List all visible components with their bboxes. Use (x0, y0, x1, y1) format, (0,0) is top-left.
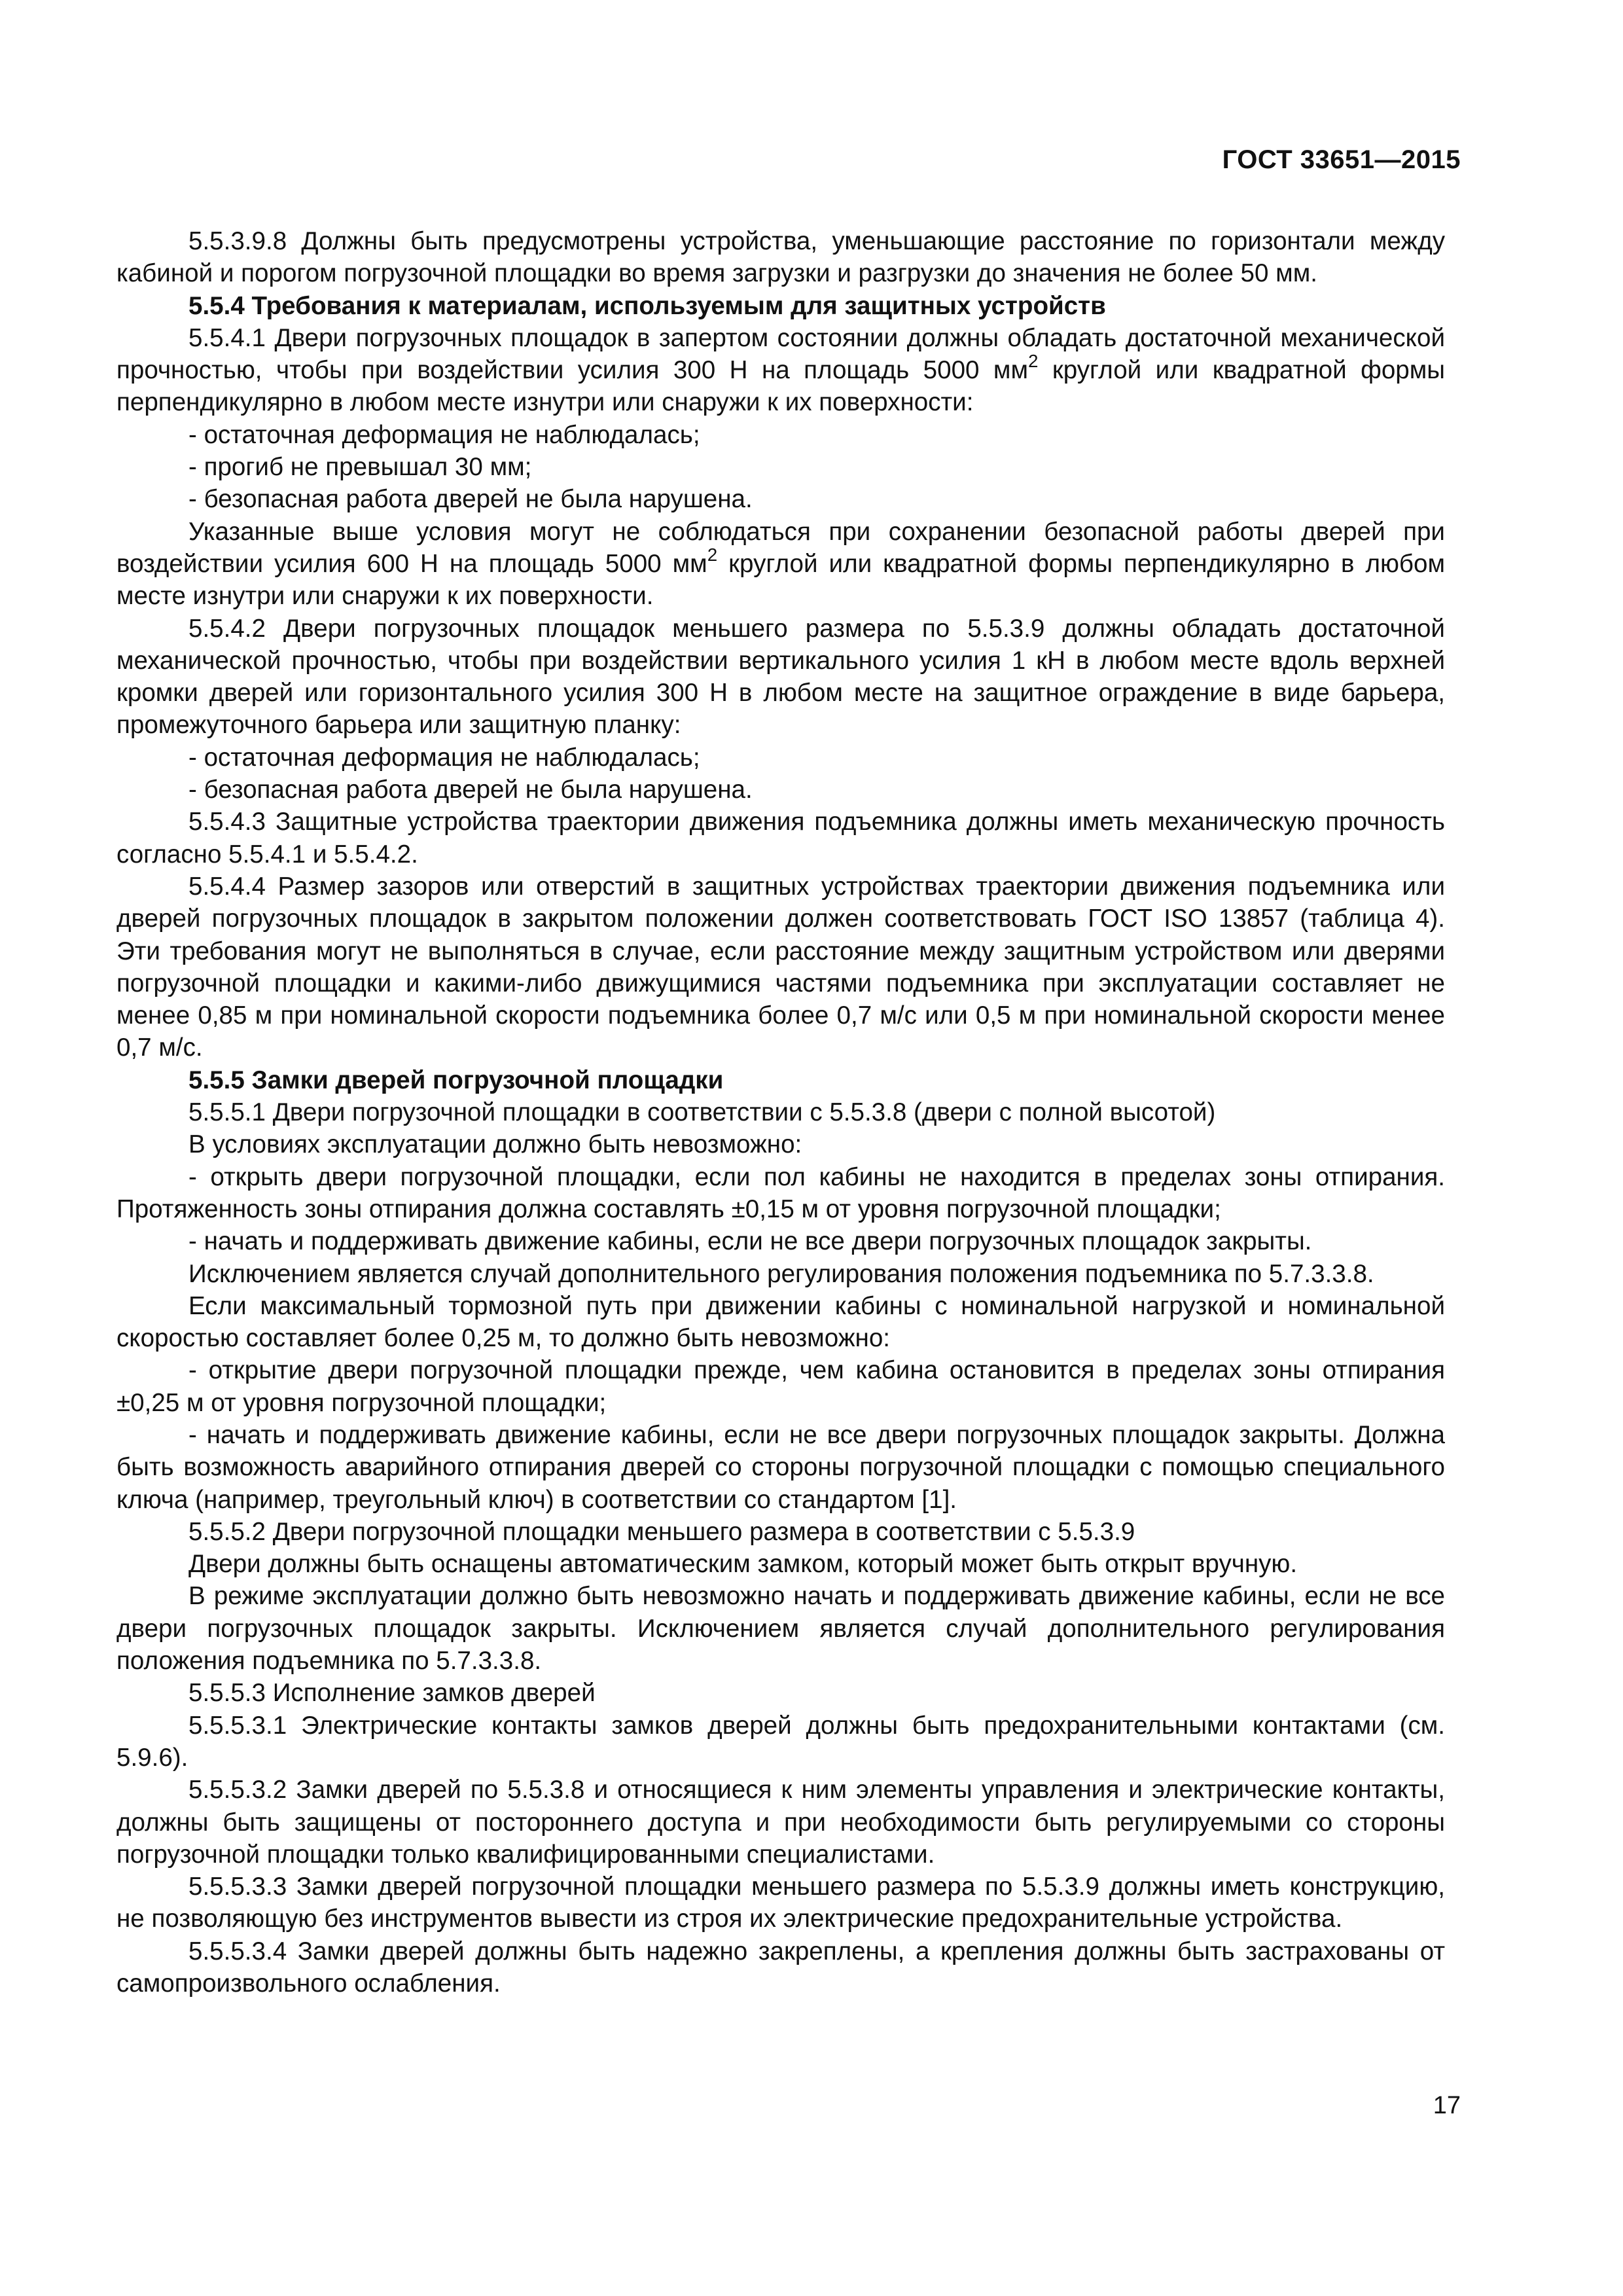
paragraph-5-5-5-3: 5.5.5.3 Исполнение замков дверей (188, 1679, 596, 1708)
paragraph-5-5-5-3-2: 5.5.5.3.2 Замки дверей по 5.5.3.8 и относящиеся к ним элементы управления и электрические контакты, должны быть защищены от постороннего доступа и при необходимости быть регулируемыми со стороны погрузочной площадки только квалифицированными специалистами. (116, 1776, 1445, 1869)
paragraph-5-5-4-1 (116, 322, 1445, 419)
list-item: - начать и поддерживать движение кабины, если не все двери погрузочных площадок закрыты. Должна быть возможность аварийного отпирания дверей со стороны погрузочной площадки с помощью специального ключа (например, треугольный ключ) в соответствии со стандартом [1]. (116, 1420, 1445, 1514)
paragraph: Исключением является случай дополнительного регулирования положения подъемника по 5.7.3.3.8. (188, 1259, 1374, 1288)
paragraph-text: круглой или квадратной формы перпендикулярно в любом месте изнутри или снаружи к их поверхности: (116, 356, 1445, 417)
superscript: 2 (707, 544, 718, 565)
paragraph: Если максимальный тормозной путь при движении кабины с номинальной нагрузкой и номинальной скоростью составляет более 0,25 м, то должно быть невозможно: (116, 1291, 1445, 1353)
paragraph-5-5-5-2: 5.5.5.2 Двери погрузочной площадки меньшего размера в соответствии с 5.5.3.9 (188, 1517, 1135, 1546)
standard-header: ГОСТ 33651—2015 (1222, 145, 1461, 174)
paragraph-5-5-4-3: 5.5.4.3 Защитные устройства траектории движения подъемника должны иметь механическую прочность согласно 5.5.4.1 и 5.5.4.2. (116, 808, 1445, 869)
list-item: - начать и поддерживать движение кабины, если не все двери погрузочных площадок закрыты. (188, 1227, 1312, 1256)
superscript: 2 (1027, 350, 1039, 371)
paragraph: В условиях эксплуатации должно быть невозможно: (188, 1130, 802, 1159)
paragraph-5-5-5-3-3: 5.5.5.3.3 Замки дверей погрузочной площадки меньшего размера по 5.5.3.9 должны иметь конструкцию, не позволяющую без инструментов вывести из строя их электрические предохранительные устройства. (116, 1873, 1445, 1933)
paragraph-text: круглой или квадратной формы перпендикулярно в любом месте изнутри или снаружи к их поверхности. (116, 549, 1445, 611)
paragraph-5-5-3-9-8: 5.5.3.9.8 Должны быть предусмотрены устройства, уменьшающие расстояние по горизонтали между кабиной и порогом погрузочной площадки во время загрузки и разгрузки до значения не более 50 мм. (116, 227, 1445, 288)
paragraph-text: 5.5.4.1 Двери погрузочных площадок в запертом состоянии должны обладать достаточной механической прочностью, чтобы при воздействии усилия 300 Н на площадь 5000 мм (116, 323, 1445, 385)
list-item: - открыть двери погрузочной площадки, если пол кабины не находится в пределах зоны отпирания. Протяженность зоны отпирания должна составлять ±0,15 м от уровня погрузочной площадки; (116, 1162, 1445, 1223)
paragraph: В режиме эксплуатации должно быть невозможно начать и поддерживать движение кабины, если не все двери погрузочных площадок закрыты. Исключением является случай дополнительного регулирования положения подъемника по 5.7.3.3.8. (116, 1582, 1445, 1676)
page-number: 17 (1433, 2092, 1461, 2119)
paragraph-5-5-5-1: 5.5.5.1 Двери погрузочной площадки в соответствии с 5.5.3.8 (двери с полной высотой) (188, 1098, 1216, 1127)
document-body (116, 225, 1445, 2000)
section-heading-5-5-5: 5.5.5 Замки дверей погрузочной площадки (188, 1066, 724, 1094)
list-item: - прогиб не превышал 30 мм; (188, 453, 532, 482)
paragraph: Двери должны быть оснащены автоматическим замком, который может быть открыт вручную. (188, 1550, 1298, 1579)
list-item: - остаточная деформация не наблюдалась; (188, 420, 700, 449)
section-heading-5-5-4: 5.5.4 Требования к материалам, используемым для защитных устройств (188, 291, 1106, 320)
paragraph-5-5-4-2: 5.5.4.2 Двери погрузочных площадок меньшего размера по 5.5.3.9 должны обладать достаточной механической прочностью, чтобы при воздействии вертикального усилия 1 кН в любом месте вдоль верхней кромки дверей или горизонтального усилия 300 Н в любом месте на защитное ограждение в виде барьера, промежуточного барьера или защитную планку: (116, 614, 1445, 740)
list-item: - остаточная деформация не наблюдалась; (188, 743, 700, 772)
paragraph-5-5-5-3-4: 5.5.5.3.4 Замки дверей должны быть надежно закреплены, а крепления должны быть застрахованы от самопроизвольного ослабления. (116, 1937, 1445, 1998)
list-item: - открытие двери погрузочной площадки прежде, чем кабина остановится в пределах зоны отпирания ±0,25 м от уровня погрузочной площадки; (116, 1356, 1445, 1417)
paragraph-text: Указанные выше условия могут не соблюдаться при сохранении безопасной работы дверей при воздействии усилия 600 Н на площадь 5000 мм (116, 517, 1445, 578)
list-item: - безопасная работа дверей не была нарушена. (188, 776, 753, 804)
paragraph-5-5-4-4: 5.5.4.4 Размер зазоров или отверстий в защитных устройствах траектории движения подъемника или дверей погрузочных площадок в закрытом положении должен соответствовать ГОСТ ISO 13857 (таблица 4). Эти требования могут не выполняться в случае, если расстояние между защитным устройством или дверями погрузочной площадки и какими-либо движущимися частями подъемника при эксплуатации составляет не менее 0,85 м при номинальной скорости подъемника более 0,7 м/с или 0,5 м при номинальной скорости менее 0,7 м/с. (116, 872, 1445, 1062)
paragraph-5-5-5-3-1: 5.5.5.3.1 Электрические контакты замков дверей должны быть предохранительными контактами (см. 5.9.6). (116, 1711, 1445, 1772)
paragraph-note (116, 516, 1445, 613)
list-item: - безопасная работа дверей не была нарушена. (188, 485, 753, 514)
